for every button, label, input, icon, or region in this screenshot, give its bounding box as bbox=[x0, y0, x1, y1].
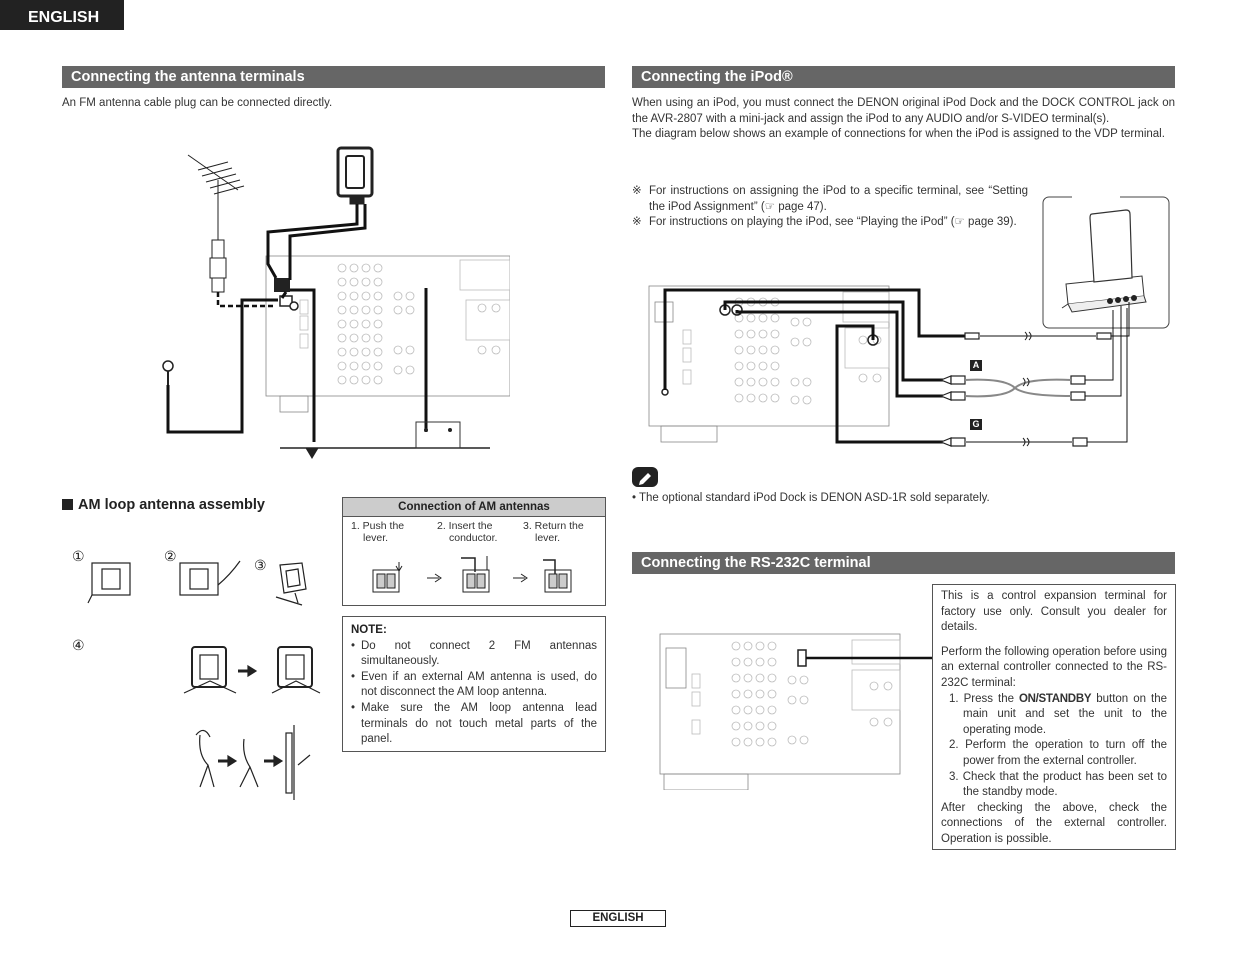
ipod-note-2: ※ For instructions on playing the iPod, see “Playing the iPod” (☞ page 39). bbox=[632, 216, 1017, 229]
ipod-description bbox=[632, 96, 1175, 143]
note-box bbox=[342, 616, 606, 752]
ipod-cables bbox=[665, 290, 965, 442]
rs232-perform: Perform the following operation before using an external controller connected to the RS-232C terminal: bbox=[941, 645, 1167, 689]
note-title: NOTE: bbox=[351, 624, 387, 636]
ipod-section-title: Connecting the iPod® bbox=[632, 66, 1175, 88]
cable-connectors bbox=[941, 333, 1111, 446]
ipod-para-1: When using an iPod, you must connect the DENON original iPod Dock and the DOCK CONTROL jack on the AVR-2807 with a mini-jack and assign the iPod to any AUDIO and/or S-VIDEO terminal(s). bbox=[632, 97, 1175, 125]
note-item: • Even if an external AM antenna is used, do not disconnect the AM loop antenna. bbox=[351, 670, 597, 701]
cable-label-g: G bbox=[970, 419, 982, 430]
am-assembly-title: AM loop antenna assembly bbox=[62, 497, 265, 513]
rs232-step-3: 3. Check that the product has been set to the standby mode. bbox=[949, 770, 1167, 799]
ipod-footnote: • The optional standard iPod Dock is DENON ASD-1R sold separately. bbox=[632, 492, 990, 504]
rs232-section-title: Connecting the RS-232C terminal bbox=[632, 552, 1175, 574]
rs232-step-1: 1. Press the ON/STANDBY button on the main unit and set the unit to the operating mode. bbox=[949, 692, 1167, 736]
ipod-connection-diagram bbox=[645, 282, 1135, 452]
antenna-section-title: Connecting the antenna terminals bbox=[62, 66, 605, 88]
cable-label-a: A bbox=[970, 360, 982, 371]
assembly-step-4-marker: ④ bbox=[72, 637, 85, 653]
footer-language-label: ENGLISH bbox=[570, 910, 666, 927]
am-connection-title: Connection of AM antennas bbox=[343, 498, 605, 517]
rs232-info-box bbox=[932, 584, 1176, 850]
am-step-3: 3. Return the lever. bbox=[523, 520, 584, 544]
am-loop-assembly-diagram bbox=[80, 555, 330, 800]
rs232-receiver-diagram bbox=[656, 630, 936, 790]
fm-antenna-icon bbox=[188, 155, 244, 292]
pencil-note-icon bbox=[632, 467, 658, 487]
am-terminal-steps-illustration bbox=[363, 552, 593, 598]
antenna-intro: An FM antenna cable plug can be connected directly. bbox=[62, 97, 333, 109]
antenna-connection-diagram bbox=[150, 140, 510, 465]
receiver-rear-panel bbox=[266, 256, 510, 412]
assembly-step-1-marker: ① bbox=[72, 548, 85, 564]
am-connection-box bbox=[342, 497, 606, 606]
receiver-rear-panel bbox=[649, 286, 889, 442]
am-step-2: 2. Insert the conductor. bbox=[437, 520, 498, 544]
rs232-intro: This is a control expansion terminal for factory use only. Consult you dealer for details. bbox=[941, 590, 1167, 634]
note-item: • Make sure the AM loop antenna lead terminals do not touch metal parts of the panel. bbox=[351, 701, 597, 748]
antenna-cables bbox=[168, 204, 426, 442]
ipod-note-1: ※ For instructions on assigning the iPod to a specific terminal, see “Setting the iPod Assignment” (☞ page 47). bbox=[632, 185, 1028, 213]
rs232-step-2: 2. Perform the operation to turn off the power from the external controller. bbox=[949, 739, 1167, 767]
am-loop-antenna-icon bbox=[338, 148, 372, 204]
ipod-notes bbox=[632, 184, 1028, 231]
ipod-para-2: The diagram below shows an example of connections for when the iPod is assigned to the VDP terminal. bbox=[632, 128, 1165, 141]
language-tab: ENGLISH bbox=[0, 0, 124, 30]
rs232-port-icon bbox=[798, 650, 806, 666]
antenna-terminal-block bbox=[274, 278, 290, 292]
am-step-1: 1. Push the lever. bbox=[351, 520, 405, 544]
assembly-step-2-marker: ② bbox=[164, 548, 177, 564]
ground-wire-icon bbox=[163, 361, 173, 385]
rs232-after: After checking the above, check the connections of the external controller. Operation is possible. bbox=[941, 801, 1167, 845]
note-item: • Do not connect 2 FM antennas simultaneously. bbox=[351, 639, 597, 670]
assembly-step-3-marker: ③ bbox=[254, 557, 267, 573]
